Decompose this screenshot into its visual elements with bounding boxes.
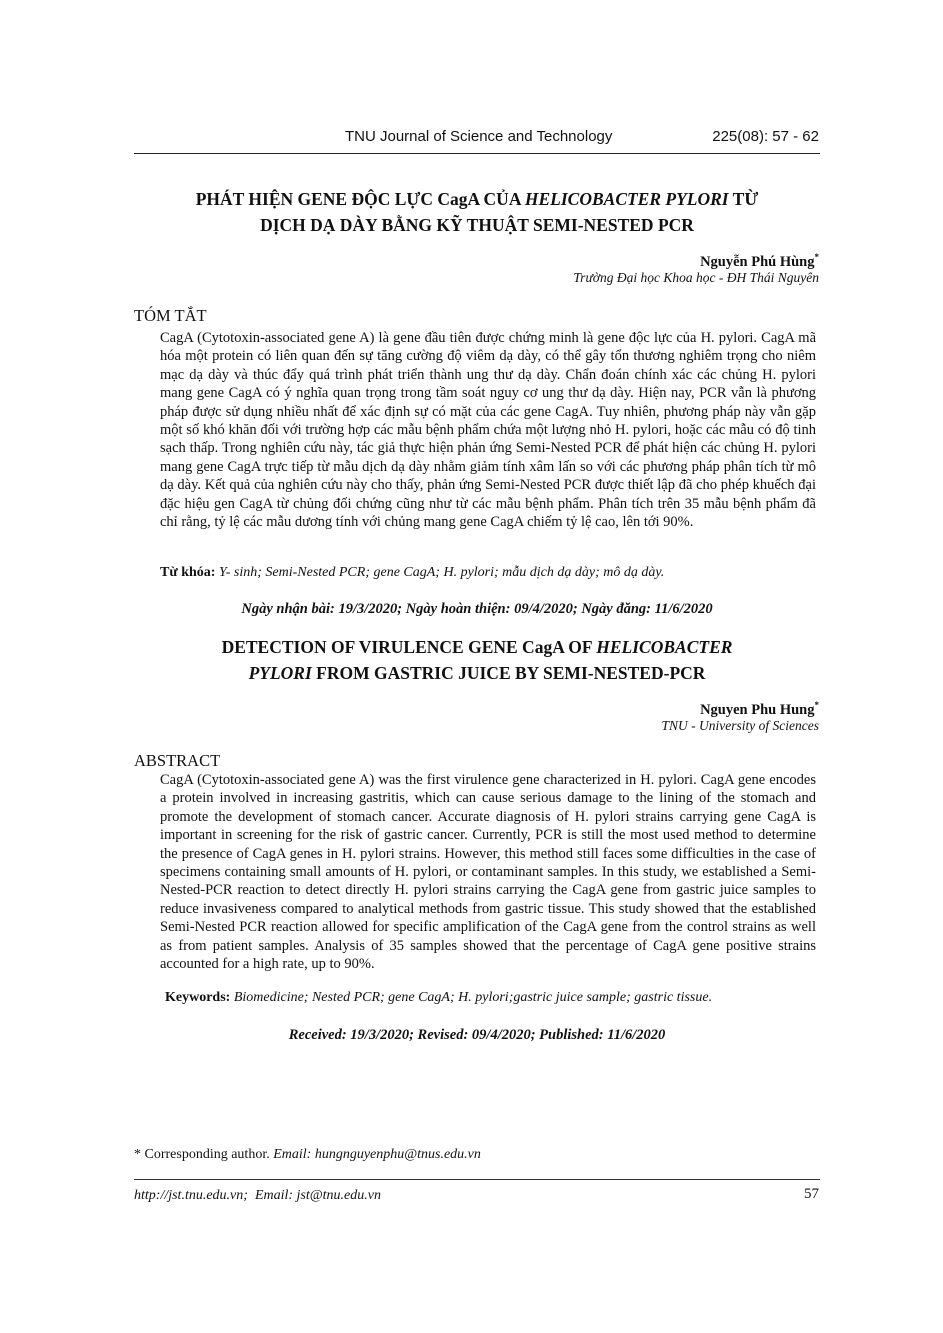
vi-title-organism: HELICOBACTER PYLORI [524,189,729,209]
page-number: 57 [804,1186,819,1202]
footer-email[interactable]: jst@tnu.edu.vn [296,1188,381,1203]
en-author-name: Nguyen Phu Hung [700,702,815,718]
en-abstract-heading: ABSTRACT [134,751,221,770]
footnote-text: * Corresponding author. [134,1147,270,1162]
en-keywords [165,990,825,1006]
vi-abstract-heading: TÓM TẮT [134,306,207,325]
en-title-line2: FROM GASTRIC JUICE BY SEMI-NESTED-PCR [316,663,706,683]
en-title-organism-1: HELICOBACTER [596,637,733,657]
vi-author-name: Nguyễn Phú Hùng [700,254,815,270]
footnote-email-label: Email: [273,1147,312,1162]
journal-name: TNU Journal of Science and Technology [345,128,613,145]
vi-affiliation: Trường Đại học Khoa học - ĐH Thái Nguyên [573,270,819,285]
vi-author-mark: * [814,252,819,262]
en-keywords-label: Keywords: [165,990,231,1005]
vi-title-line2: DỊCH DẠ DÀY BẰNG KỸ THUẬT SEMI-NESTED PCR [260,215,694,235]
vi-title [134,186,820,238]
vi-dates: Ngày nhận bài: 19/3/2020; Ngày hoàn thiện: 09/4/2020; Ngày đăng: 11/6/2020 [241,601,713,617]
en-title-organism-2: PYLORI [248,663,312,683]
footnote [134,1147,481,1163]
footnote-email[interactable]: hungnguyenphu@tnus.edu.vn [314,1147,481,1162]
vi-keywords [160,565,820,581]
vi-keywords-label: Từ khóa: [160,565,216,580]
en-author-mark: * [814,700,819,710]
footer-website[interactable]: http://jst.tnu.edu.vn; [134,1188,248,1203]
en-author [700,700,819,719]
vi-title-part1: PHÁT HIỆN GENE ĐỘC LỰC CagA CỦA [195,189,521,209]
vi-author [700,252,819,271]
footer-email-label: Email: [254,1188,294,1203]
header-rule [134,153,820,154]
en-affiliation: TNU - University of Sciences [661,718,819,733]
en-title-part1: DETECTION OF VIRULENCE GENE CagA OF [221,637,592,657]
vi-abstract: CagA (Cytotoxin-associated gene A) là gene đầu tiên được chứng minh là gene độc lực của H. pylori. CagA mã hóa một protein có liên quan đến sự tăng cường độ viêm dạ dày, có thể gây tổn thương nghiêm trọng cho niêm mạc dạ dày và thúc đẩy quá trình phát triển thành ung thư dạ dày. Chẩn đoán chính xác các chủng H. pylori mang gene CagA có ý nghĩa quan trọng trong tầm soát nguy cơ ung thư dạ dày. Hiện nay, PCR vẫn là phương pháp được sử dụng nhiều nhất để xác định sự có mặt của các gene CagA. Tuy nhiên, phương pháp này vẫn gặp một số khó khăn đối với trường hợp các mẫu bệnh phẩm chứa một lượng nhỏ H. pylori, hoặc các mẫu có độ tinh sạch thấp. Trong nghiên cứu này, tác giả thực hiện phản ứng Semi-Nested PCR để phát hiện các chủng H. pylori mang gene CagA trực tiếp từ mẫu dịch dạ dày nhằm giảm tính xâm lấn so với các phương pháp phân tích từ mô dạ dày. Kết quả của nghiên cứu này cho thấy, phản ứng Semi-Nested PCR được thiết lập đã cho phép khuếch đại đặc hiệu gen CagA từ chủng đối chứng cũng như từ các mẫu bệnh phẩm. Phân tích trên 35 mẫu bệnh phẩm đã chỉ rằng, tỷ lệ các mẫu dương tính với chủng mang gene CagA chiếm tỷ lệ cao, lên tới 90%. [160,330,816,531]
en-abstract: CagA (Cytotoxin-associated gene A) was the first virulence gene characterized in H. pylori. CagA gene encodes a protein involved in increasing gastritis, which can cause serious damage to the lining of the stomach and promote the development of stomach cancer. Accurate diagnosis of H. pylori strains carrying gene CagA is important in screening for the risk of gastric cancer. Currently, PCR is still the most used method to determine the presence of CagA genes in H. pylori strains. However, this method still faces some difficulties in the case of specimens containing small amounts of H. pylori, or contaminant samples. In this study, we established a Semi-Nested-PCR reaction to detect directly H. pylori strains carrying the CagA gene from gastric juice samples to reduce invasiveness compared to analytical methods from gastric tissue. This study showed that the established Semi-Nested PCR reaction allowed for specific amplification of the CagA gene from the control strains as well as from patient samples. Analysis of 35 samples showed that the percentage of CagA gene positive strains accounted for a high rate, up to 90%. [160,772,816,973]
vi-title-part2: TỪ [732,189,759,209]
en-dates: Received: 19/3/2020; Revised: 09/4/2020; Published: 11/6/2020 [288,1027,666,1043]
footer-contact [134,1188,381,1204]
issue-pages: 225(08): 57 - 62 [712,128,819,145]
footer-rule [134,1179,820,1180]
en-title [134,634,820,686]
vi-keywords-text: Y- sinh; Semi-Nested PCR; gene CagA; H. pylori; mẫu dịch dạ dày; mô dạ dày. [218,565,665,580]
en-keywords-text: Biomedicine; Nested PCR; gene CagA; H. pylori;gastric juice sample; gastric tissue. [233,990,713,1005]
